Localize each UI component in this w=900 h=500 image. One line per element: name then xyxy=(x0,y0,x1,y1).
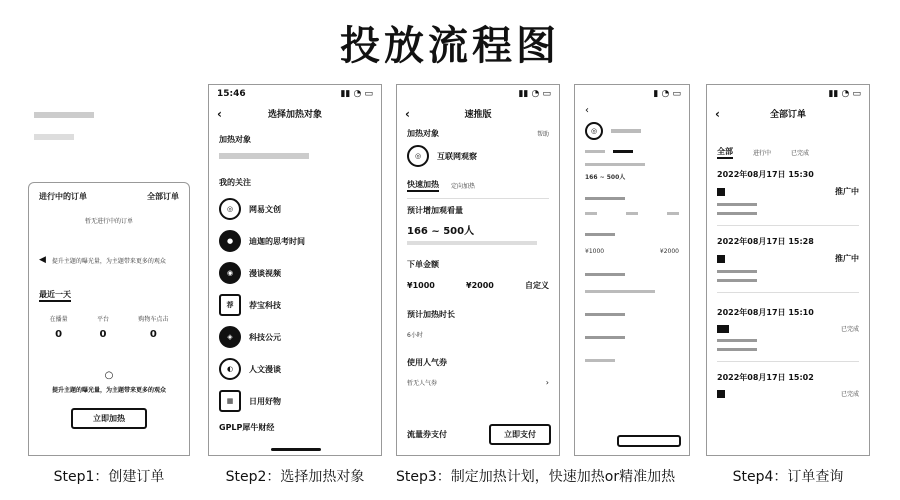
account-item[interactable]: ◈ 科技公元 xyxy=(209,326,381,348)
notice-line: 提升主题的曝光量，为主题带来更多的观众 xyxy=(51,257,166,265)
amount-option[interactable]: ¥2000 xyxy=(659,248,679,255)
avatar: ◎ xyxy=(219,198,241,220)
avatar: ● xyxy=(219,230,241,252)
page-title: 投放流程图 xyxy=(340,23,560,69)
status-icons: ▮▮ ◔ ▭ xyxy=(340,89,373,99)
tab-all[interactable]: 全部 xyxy=(717,146,733,159)
stat-item: 平台 0 xyxy=(96,316,109,340)
duration-value[interactable]: 6小时 xyxy=(407,332,423,339)
phone-step3-detail xyxy=(574,84,690,456)
avatar: ▦ xyxy=(219,390,241,412)
step3-caption: Step3：制定加热计划，快速加热or精准加热 xyxy=(396,469,676,485)
section-target: 加热对象 xyxy=(219,135,251,144)
help-link[interactable]: 帮助 xyxy=(536,131,549,138)
back-icon[interactable]: ‹ xyxy=(405,106,410,121)
section-target: 加热对象 xyxy=(407,129,439,138)
screen-title: 速推版 xyxy=(464,110,492,120)
blurred-background xyxy=(26,84,192,184)
phone-step3 xyxy=(396,84,560,456)
step1-caption: Step1：创建订单 xyxy=(53,469,165,485)
heat-now-button[interactable]: 立即加热 xyxy=(71,408,147,429)
tab-targeted-heat[interactable]: 定向加热 xyxy=(451,183,476,190)
target-name: 互联网观察 xyxy=(437,151,477,161)
order-sheet xyxy=(28,182,190,456)
pay-now-button[interactable] xyxy=(617,435,681,447)
section-following: 我的关注 xyxy=(219,178,251,187)
avatar: ◎ xyxy=(407,145,429,167)
order-card[interactable]: 2022年08月17日 15:02 已完成 xyxy=(717,373,859,398)
back-icon[interactable]: ‹ xyxy=(715,106,720,121)
estimate-value: 166 ~ 500人 xyxy=(585,174,626,181)
chevron-right-icon: › xyxy=(545,378,549,387)
home-indicator xyxy=(271,448,321,451)
amount-option[interactable]: 自定义 xyxy=(525,281,549,290)
estimate-value: 166 ~ 500人 xyxy=(407,226,475,237)
circle-icon: ○ xyxy=(104,370,114,381)
amount-option[interactable]: ¥1000 xyxy=(585,248,605,255)
amount-label: 下单金额 xyxy=(407,260,439,269)
coupon-label: 使用人气券 xyxy=(407,358,447,367)
phone-step1 xyxy=(26,84,192,456)
pay-now-button[interactable]: 立即支付 xyxy=(489,424,551,445)
account-item[interactable]: ◐ 人文漫谈 xyxy=(209,358,381,380)
coupon-value[interactable]: 暂无人气券 xyxy=(407,380,438,387)
speaker-icon: ◀ xyxy=(39,255,46,265)
avatar: ◉ xyxy=(219,262,241,284)
tab-done[interactable]: 已完成 xyxy=(791,150,810,157)
estimate-label: 预计增加观看量 xyxy=(407,206,463,215)
amount-option[interactable]: ¥2000 xyxy=(466,281,494,290)
avatar: 荐 xyxy=(219,294,241,316)
phone-step4 xyxy=(706,84,870,456)
step4-caption: Step4：订单查询 xyxy=(732,469,844,485)
avatar: ◈ xyxy=(219,326,241,348)
account-item[interactable]: ◉ 漫谈视频 xyxy=(209,262,381,284)
stat-item: 在播量 0 xyxy=(49,316,68,340)
order-card[interactable]: 2022年08月17日 15:10 已完成 xyxy=(707,303,869,355)
tab-fast-heat[interactable]: 快速加热 xyxy=(407,179,439,192)
tab-ongoing[interactable]: 进行中 xyxy=(753,150,772,157)
account-item[interactable]: ● 迪迦的思考时间 xyxy=(209,230,381,252)
status-icons: ▮ ◔ ▭ xyxy=(653,89,681,99)
order-card[interactable]: 2022年08月17日 15:30 推广中 xyxy=(707,165,869,219)
account-item[interactable]: ◎ 网易文创 xyxy=(209,198,381,220)
status-time: 15:46 xyxy=(217,89,246,99)
empty-state: 暂无进行中的订单 xyxy=(84,218,133,225)
avatar: ◐ xyxy=(219,358,241,380)
account-item[interactable]: 荐 荐宝科技 xyxy=(209,294,381,316)
screen-title: 选择加热对象 xyxy=(267,110,322,120)
promo-text: 提升主题的曝光量，为主题带来更多的观众 xyxy=(51,387,166,394)
step2-caption: Step2：选择加热对象 xyxy=(225,469,365,485)
stat-item: 购物车点击 0 xyxy=(138,316,169,340)
screen-title: 全部订单 xyxy=(769,110,806,120)
coupon-pay-label: 流量券支付 xyxy=(407,430,447,439)
duration-label: 预计加热时长 xyxy=(407,310,455,319)
account-item[interactable]: ▦ 日用好物 xyxy=(209,390,381,412)
back-icon[interactable]: ‹ xyxy=(217,106,222,121)
status-icons: ▮▮ ◔ ▭ xyxy=(518,89,551,99)
phone-step2 xyxy=(208,84,382,456)
amount-option[interactable]: ¥1000 xyxy=(407,281,435,290)
estimate-note xyxy=(407,241,537,245)
avatar: ◎ xyxy=(585,122,603,140)
order-card[interactable]: 2022年08月17日 15:28 推广中 xyxy=(707,232,869,286)
tab-active-orders[interactable]: 进行中的订单 xyxy=(39,192,87,201)
target-placeholder xyxy=(219,153,309,159)
tab-all-orders[interactable]: 全部订单 xyxy=(147,192,179,201)
back-icon[interactable]: ‹ xyxy=(585,105,589,116)
status-icons: ▮▮ ◔ ▭ xyxy=(828,89,861,99)
account-item[interactable]: GPLP犀牛财经 xyxy=(219,423,275,432)
stat-tab[interactable]: 最近一天 xyxy=(39,289,71,302)
